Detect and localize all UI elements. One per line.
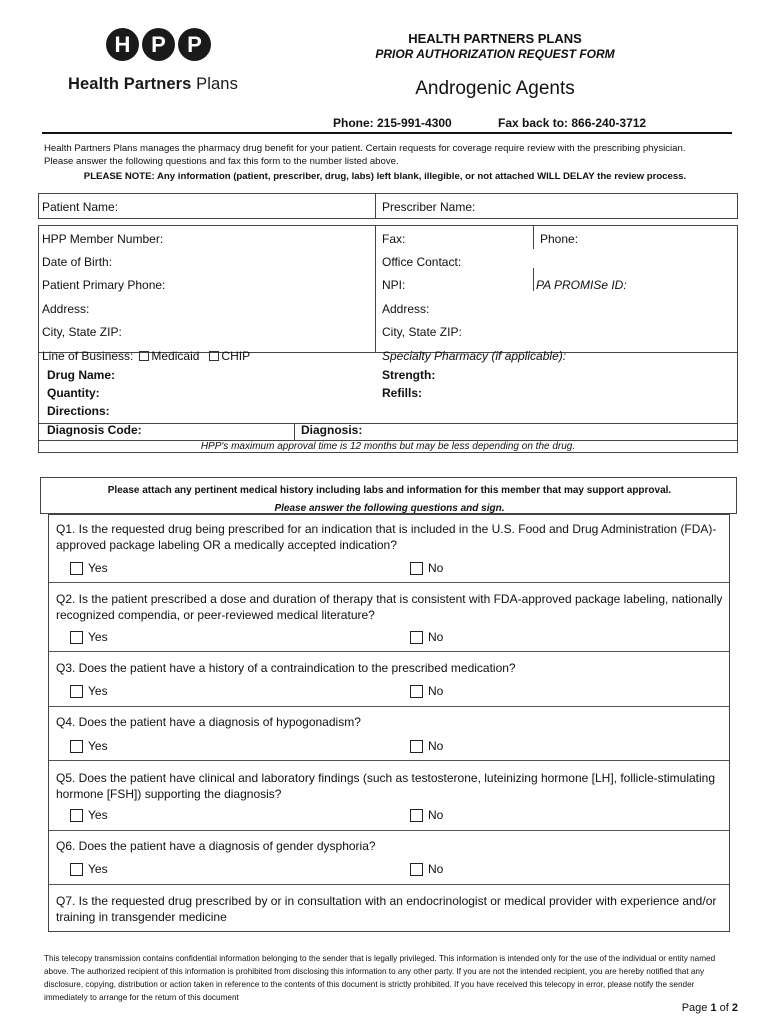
q1-no-checkbox[interactable] (410, 562, 423, 575)
q2-yes-checkbox[interactable] (70, 631, 83, 644)
q5-no-checkbox[interactable] (410, 809, 423, 822)
divider (294, 423, 295, 440)
divider (49, 651, 729, 652)
q5-yes-option[interactable] (70, 808, 108, 822)
questions-box (48, 514, 730, 932)
line-of-business (42, 349, 250, 363)
question-6: Q6. Does the patient have a diagnosis of gender dysphoria? (56, 839, 376, 853)
drug-name-field[interactable]: Drug Name: (47, 368, 116, 382)
directions-field[interactable]: Directions: (47, 404, 110, 418)
patient-name-field[interactable]: Patient Name: (42, 200, 119, 214)
divider (375, 226, 376, 352)
q3-no-label: No (428, 684, 444, 698)
quantity-field[interactable]: Quantity: (47, 386, 100, 400)
diagnosis-code-field[interactable]: Diagnosis Code: (47, 423, 142, 437)
q4-yes-checkbox[interactable] (70, 740, 83, 753)
prescriber-city-field[interactable]: City, State ZIP: (382, 325, 462, 339)
header-rule (42, 132, 732, 134)
q1-no-label: No (428, 561, 444, 575)
question-5: Q5. Does the patient have clinical and laboratory findings (such as testosterone, luteinizing hormone [LH], follicle-stimulating hormone [FSH]) supporting the diagnosis? (56, 771, 716, 801)
logo-mark (106, 28, 248, 61)
q3-yes-option[interactable] (70, 684, 108, 698)
medicaid-checkbox[interactable] (139, 351, 149, 361)
divider (49, 760, 729, 761)
logo-letter: P (142, 28, 175, 61)
q4-no-label: No (428, 739, 444, 753)
page-of: of (716, 1002, 732, 1014)
refills-field[interactable]: Refills: (382, 386, 423, 400)
patient-city-field[interactable]: City, State ZIP: (42, 325, 122, 339)
intro-line-1: Health Partners Plans manages the pharmacy drug benefit for your patient. Certain requests for coverage require review with the prescribing physician. (44, 143, 686, 154)
name-row (38, 193, 738, 219)
phone-number: Phone: 215-991-4300 (333, 116, 452, 130)
member-info-table (38, 225, 738, 453)
attach-line-1: Please attach any pertinent medical history including labs and information for this member that may support approval. (107, 485, 672, 496)
intro-line-2: Please answer the following questions and fax this form to the number listed above. (44, 156, 399, 167)
diagnosis-field[interactable]: Diagnosis: (301, 423, 363, 437)
question-2: Q2. Is the patient prescribed a dose and duration of therapy that is consistent with FDA-approved package labeling, nationally recognized compendia, or peer-reviewed medical literature? (56, 592, 723, 622)
strength-field[interactable]: Strength: (382, 368, 436, 382)
page-number (682, 1002, 738, 1014)
prescriber-name-field[interactable]: Prescriber Name: (382, 200, 476, 214)
fax-number: Fax back to: 866-240-3712 (498, 116, 647, 130)
page-current: 1 (710, 1002, 717, 1014)
q2-no-label: No (428, 630, 444, 644)
page-prefix: Page (681, 1002, 711, 1014)
chip-label: CHIP (221, 349, 251, 363)
logo-wordmark-light: Plans (196, 75, 238, 93)
q3-no-checkbox[interactable] (410, 685, 423, 698)
pa-promise-field[interactable]: PA PROMISe ID: (536, 278, 627, 292)
lob-label: Line of Business: (42, 349, 134, 363)
q1-no-option[interactable] (410, 561, 443, 575)
q4-yes-option[interactable] (70, 739, 108, 753)
dob-field[interactable]: Date of Birth: (42, 255, 113, 269)
divider (533, 268, 534, 291)
divider (39, 423, 737, 424)
office-contact-field[interactable]: Office Contact: (382, 255, 462, 269)
intro-text (44, 142, 744, 168)
q6-yes-label: Yes (88, 862, 108, 876)
specialty-pharmacy-field[interactable]: Specialty Pharmacy (if applicable): (382, 349, 567, 363)
q2-yes-label: Yes (88, 630, 108, 644)
question-7: Q7. Is the requested drug prescribed by or in consultation with an endocrinologist or medical provider with experience and/or training in transgender medicine (56, 894, 717, 924)
q4-no-checkbox[interactable] (410, 740, 423, 753)
page-total: 2 (731, 1002, 738, 1014)
q3-yes-checkbox[interactable] (70, 685, 83, 698)
q6-no-label: No (428, 862, 444, 876)
confidentiality-notice: This telecopy transmission contains confidential information belonging to the sender that is legally privileged. This information is intended only for the use of the individual or entity named above. The authorized recipient of this information is prohibited from disclosing this information to any other party. If you are not the intended recipient, you are hereby notified that any disclosure, copying, distribution or action taken in reference to the contents of this document is strictly prohibited. If you have received this telecopy in error, please notify the sender immediately to arrange for the return of this document (44, 954, 716, 1002)
logo-wordmark (68, 75, 248, 94)
divider (49, 706, 729, 707)
q6-yes-checkbox[interactable] (70, 863, 83, 876)
q4-no-option[interactable] (410, 739, 443, 753)
q5-yes-label: Yes (88, 808, 108, 822)
medicaid-label: Medicaid (151, 349, 200, 363)
q4-yes-label: Yes (88, 739, 108, 753)
prescriber-fax-field[interactable]: Fax: (382, 232, 406, 246)
q5-no-option[interactable] (410, 808, 443, 822)
member-number-field[interactable]: HPP Member Number: (42, 232, 164, 246)
q5-no-label: No (428, 808, 444, 822)
npi-field[interactable]: NPI: (382, 278, 406, 292)
divider (49, 884, 729, 885)
hpp-logo (68, 28, 248, 94)
q3-no-option[interactable] (410, 684, 443, 698)
question-1: Q1. Is the requested drug being prescribed for an indication that is included in the U.S. Food and Drug Administration (FDA)-approved package labeling OR a medically accepted indication? (56, 522, 717, 552)
attach-instructions (40, 477, 737, 514)
patient-address-field[interactable]: Address: (42, 302, 90, 316)
q6-no-checkbox[interactable] (410, 863, 423, 876)
logo-letter: H (106, 28, 139, 61)
q1-yes-label: Yes (88, 561, 108, 575)
please-note: PLEASE NOTE: Any information (patient, prescriber, drug, labs) left blank, illegible, or not attached WILL DELAY the review process. (83, 171, 687, 182)
approval-note: HPP's maximum approval time is 12 months but may be less depending on the drug. (200, 441, 576, 452)
divider (49, 582, 729, 583)
logo-letter: P (178, 28, 211, 61)
q3-yes-label: Yes (88, 684, 108, 698)
form-title: PRIOR AUTHORIZATION REQUEST FORM (375, 47, 615, 61)
q1-yes-checkbox[interactable] (70, 562, 83, 575)
question-3: Q3. Does the patient have a history of a contraindication to the prescribed medication? (56, 661, 516, 675)
q2-no-option[interactable] (410, 630, 443, 644)
divider (49, 830, 729, 831)
q5-yes-checkbox[interactable] (70, 809, 83, 822)
q6-yes-option[interactable] (70, 862, 108, 876)
prescriber-phone-field[interactable]: Phone: (540, 232, 579, 246)
divider (533, 226, 534, 249)
attach-line-2: Please answer the following questions and sign. (274, 503, 505, 514)
q1-yes-option[interactable] (70, 561, 108, 575)
chip-checkbox[interactable] (209, 351, 219, 361)
question-4: Q4. Does the patient have a diagnosis of hypogonadism? (56, 715, 361, 729)
prescriber-address-field[interactable]: Address: (382, 302, 430, 316)
q6-no-option[interactable] (410, 862, 443, 876)
drug-class-title: Androgenic Agents (415, 78, 575, 99)
org-name: HEALTH PARTNERS PLANS (408, 31, 582, 46)
divider (375, 194, 376, 218)
q2-no-checkbox[interactable] (410, 631, 423, 644)
patient-phone-field[interactable]: Patient Primary Phone: (42, 278, 166, 292)
q2-yes-option[interactable] (70, 630, 108, 644)
logo-wordmark-bold: Health Partners (68, 75, 192, 93)
